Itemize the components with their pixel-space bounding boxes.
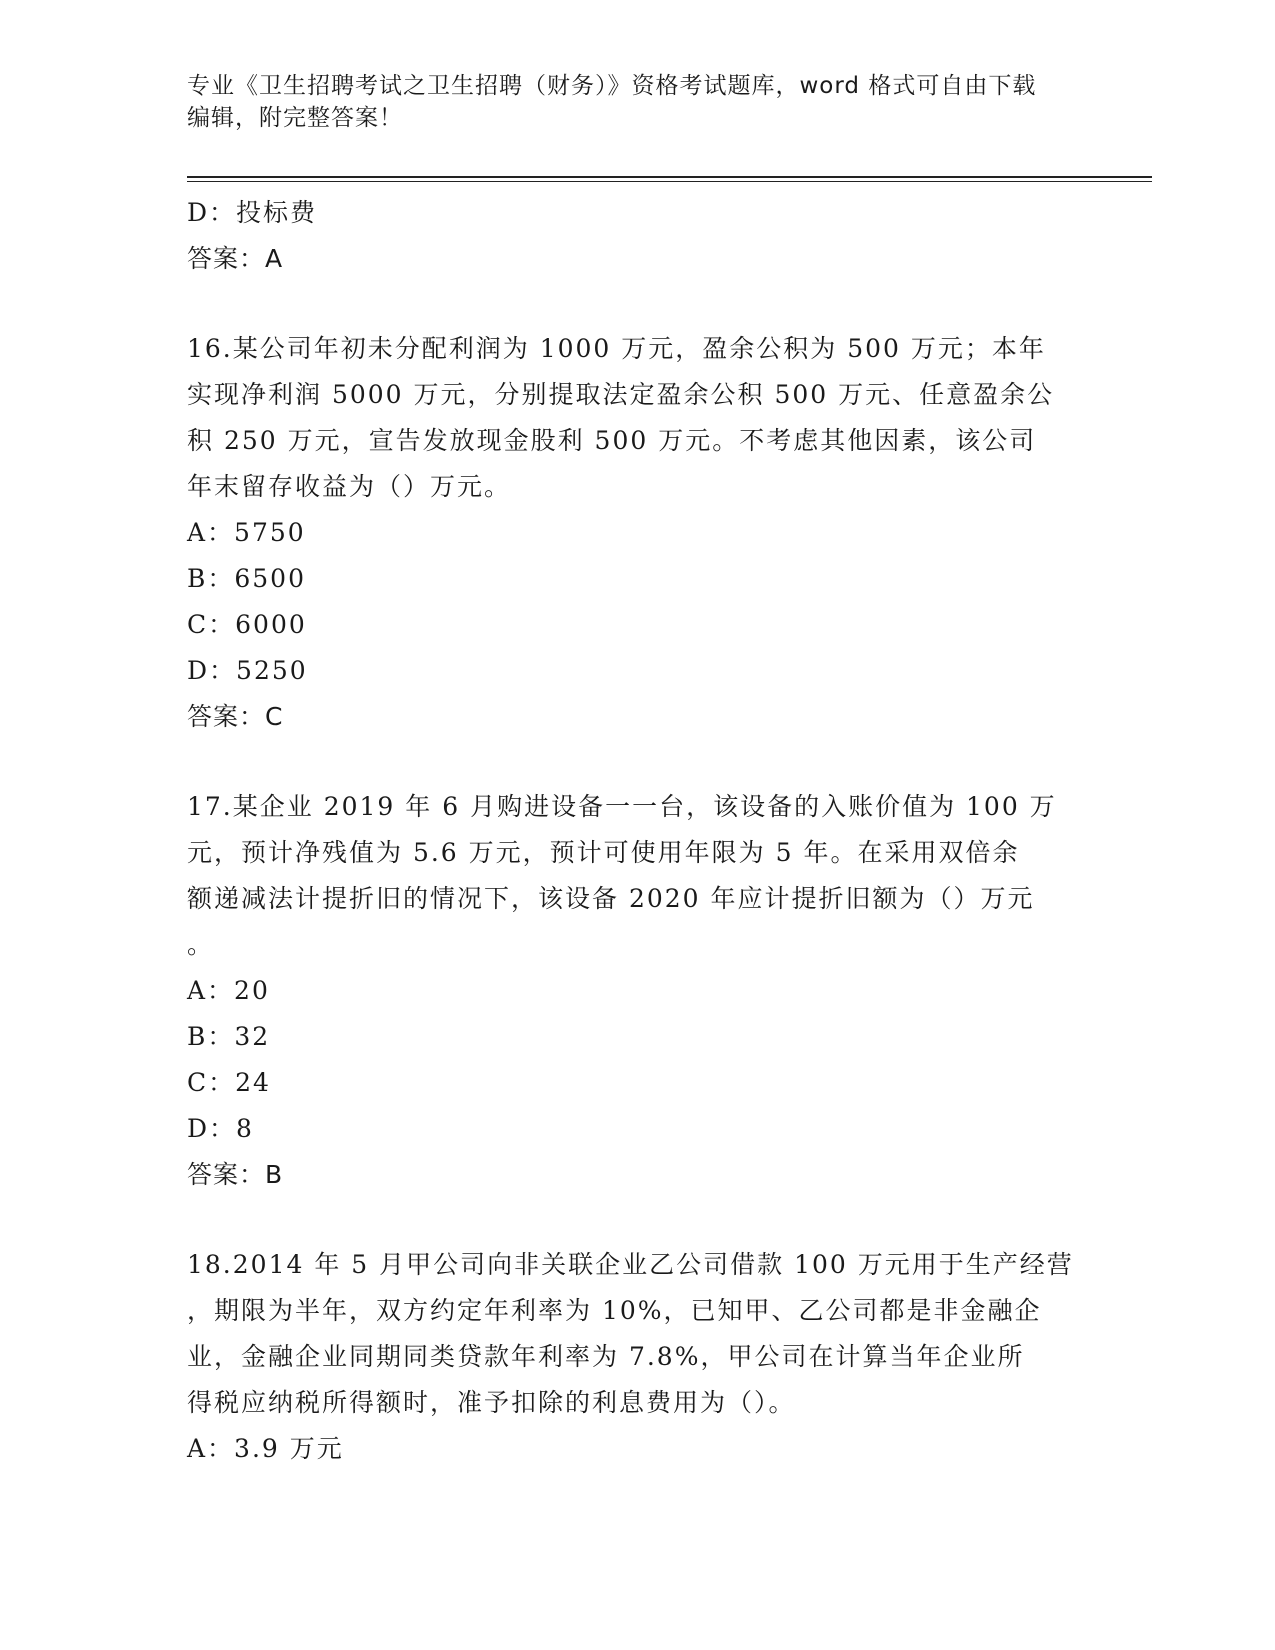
question-17-line-4: 。 — [187, 930, 215, 959]
question-17-line-1: 17.某企业 2019 年 6 月购进设备一一台，该设备的入账价值为 100 万 — [187, 792, 1057, 821]
question-18-line-1: 18.2014 年 5 月甲公司向非关联企业乙公司借款 100 万元用于生产经营 — [187, 1250, 1074, 1279]
question-18-line-3: 业，金融企业同期同类贷款年利率为 7.8%，甲公司在计算当年企业所 — [187, 1342, 1025, 1371]
question-16-line-2: 实现净利润 5000 万元，分别提取法定盈余公积 500 万元、任意盈余公 — [187, 380, 1055, 409]
document-header — [187, 70, 1067, 134]
question-17 — [187, 784, 1087, 1198]
question-17-line-2: 元，预计净残值为 5.6 万元，预计可使用年限为 5 年。在采用双倍余 — [187, 838, 1020, 867]
question-18-line-4: 得税应纳税所得额时，准予扣除的利息费用为（）。 — [187, 1388, 796, 1417]
question-16-option-a: A：5750 — [187, 518, 306, 547]
header-line-1: 专业《卫生招聘考试之卫生招聘（财务）》资格考试题库，word 格式可自由下载 — [187, 73, 1037, 99]
question-17-option-c: C：24 — [187, 1068, 271, 1097]
header-rule-thin — [187, 181, 1152, 182]
question-17-option-d: D：8 — [187, 1114, 254, 1143]
header-line-2: 编辑，附完整答案！ — [187, 105, 403, 131]
question-18-line-2: ，期限为半年，双方约定年利率为 10%，已知甲、乙公司都是非金融企 — [187, 1296, 1042, 1325]
question-18-option-a: A：3.9 万元 — [187, 1434, 344, 1463]
header-rule-thick — [187, 176, 1152, 178]
question-16-option-c: C：6000 — [187, 610, 307, 639]
question-16-line-4: 年末留存收益为（）万元。 — [187, 472, 512, 501]
prev-option-d: D：投标费 — [187, 198, 318, 227]
prev-answer: 答案：A — [187, 244, 284, 273]
document-body — [187, 190, 1087, 1472]
question-16 — [187, 326, 1087, 740]
question-16-answer: 答案：C — [187, 702, 284, 731]
question-16-option-d: D：5250 — [187, 656, 308, 685]
question-18 — [187, 1242, 1087, 1472]
question-17-answer: 答案：B — [187, 1160, 284, 1189]
question-17-line-3: 额递减法计提折旧的情况下，该设备 2020 年应计提折旧额为（）万元 — [187, 884, 1035, 913]
question-16-line-1: 16.某公司年初未分配利润为 1000 万元，盈余公积为 500 万元；本年 — [187, 334, 1046, 363]
question-16-option-b: B：6500 — [187, 564, 306, 593]
question-17-option-a: A：20 — [187, 976, 270, 1005]
question-17-option-b: B：32 — [187, 1022, 271, 1051]
question-16-line-3: 积 250 万元，宣告发放现金股利 500 万元。不考虑其他因素，该公司 — [187, 426, 1037, 455]
